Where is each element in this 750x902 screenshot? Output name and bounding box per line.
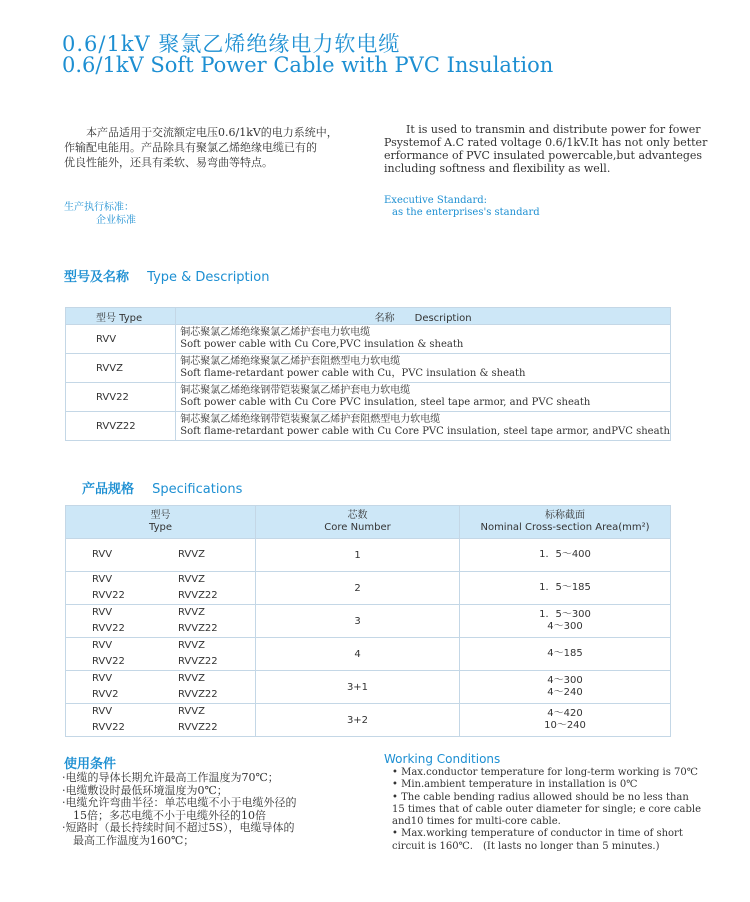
working-cn-line: ·短路时（最长持续时间不超过5S），电缆导体的 (62, 821, 295, 834)
standard-cn-value: 企业标准 (96, 215, 136, 226)
spec-model: RVVZ (178, 640, 205, 651)
type-desc-cn: 铜芯聚氯乙烯绝缘钢带铠装聚氯乙烯护套电力软电缆 (180, 385, 411, 396)
spec-model: RVV (92, 574, 113, 585)
working-cn-line: ·电缆允许弯曲半径：单芯电缆不小于电缆外径的 (62, 796, 297, 809)
spec-table (65, 505, 671, 737)
table-row (66, 325, 671, 354)
table-row (66, 539, 671, 572)
working-cn-line: ·电缆的导体长期允许最高工作温度为70℃； (62, 771, 279, 784)
spec-col-area (460, 506, 671, 539)
type-model: RVV (66, 325, 176, 354)
spec-area-cell (460, 605, 671, 638)
spec-col-type (66, 506, 256, 539)
spec-model-line (66, 654, 255, 670)
spec-area: 1．5～400 (539, 549, 591, 560)
spec-type-cell (66, 572, 256, 605)
spec-model-line (66, 547, 255, 563)
type-desc (176, 325, 671, 354)
spec-model: RVV (92, 640, 113, 651)
spec-area: 4～300 (547, 675, 583, 686)
spec-model: RVVZ (178, 549, 205, 560)
spec-model: RVV (92, 607, 113, 618)
table-row (66, 704, 671, 737)
spec-model: RVVZ (178, 706, 205, 717)
spec-area: 1．5～185 (539, 582, 591, 593)
intro-cn (64, 125, 364, 170)
spec-model-line (66, 720, 255, 736)
type-table-header (66, 308, 671, 325)
type-heading-en: Type & Description (147, 270, 270, 285)
intro-en-line: Psystemof A.C rated voltage 0.6/1kV.It has not only better (384, 136, 708, 149)
spec-model-line (66, 621, 255, 637)
type-desc (176, 354, 671, 383)
spec-core-cell: 1 (256, 539, 460, 572)
type-model: RVVZ (66, 354, 176, 383)
spec-col-area-en: Nominal Cross-section Area(mm²) (480, 522, 650, 533)
spec-section-heading (82, 478, 242, 497)
type-desc-cn: 铜芯聚氯乙烯绝缘聚氯乙烯护套电力软电缆 (180, 327, 371, 338)
working-cn-line: 15倍；多芯电缆不小于电缆外径的10倍 (62, 808, 266, 822)
spec-model: RVVZ22 (178, 590, 218, 601)
type-desc-cn: 铜芯聚氯乙烯绝缘钢带铠装聚氯乙烯护套阻燃型电力软电缆 (180, 414, 441, 425)
spec-model: RVVZ22 (178, 722, 218, 733)
page-title-cn: 0.6/1kV 聚氯乙烯绝缘电力软电缆 (62, 32, 401, 56)
working-cn (62, 772, 362, 847)
spec-core-cell: 3+1 (256, 671, 460, 704)
spec-type-cell (66, 671, 256, 704)
spec-core-cell: 2 (256, 572, 460, 605)
spec-model-line (66, 687, 255, 703)
type-model: RVV22 (66, 383, 176, 412)
type-desc-en: Soft flame-retardant power cable with Cu，PVC insulation & sheath (180, 368, 526, 379)
spec-model-line (66, 671, 255, 687)
intro-en-line: erformance of PVC insulated powercable,but advanteges (384, 149, 703, 162)
intro-cn-line: 本产品适用于交流额定电压0.6/1kV的电力系统中， (64, 126, 338, 139)
spec-col-core-en: Core Number (324, 522, 391, 533)
spec-model: RVV22 (92, 656, 125, 667)
spec-core-cell: 4 (256, 638, 460, 671)
intro-en-line: including softness and flexibility as well. (384, 162, 611, 175)
standard-en-label: Executive Standard: (384, 195, 488, 206)
type-desc (176, 412, 671, 441)
spec-model: RVV (92, 706, 113, 717)
table-row (66, 354, 671, 383)
table-row (66, 412, 671, 441)
spec-type-cell (66, 605, 256, 638)
intro-cn-line: 作输配电能用。产品除具有聚氯乙烯绝缘电缆已有的 (64, 141, 317, 154)
spec-col-type-en: Type (149, 522, 172, 533)
spec-heading-en: Specifications (152, 482, 243, 497)
spec-type-cell (66, 704, 256, 737)
type-desc-en: Soft flame-retardant power cable with Cu Core PVC insulation, steel tape armor, andPVC sheath (180, 426, 670, 437)
spec-model: RVVZ22 (178, 689, 218, 700)
spec-table-header (66, 506, 671, 539)
type-desc (176, 383, 671, 412)
spec-model: RVV (92, 549, 113, 560)
working-en-line: • The cable bending radius allowed should be no less than (392, 791, 689, 803)
type-section-heading (64, 266, 269, 285)
spec-area-cell (460, 572, 671, 605)
spec-area-cell (460, 671, 671, 704)
standard-cn-label: 生产执行标准： (64, 202, 134, 213)
spec-type-cell (66, 539, 256, 572)
table-row (66, 605, 671, 638)
working-en-line: • Min.ambient temperature in installation is 0℃ (392, 779, 638, 791)
working-en-line: 15 times that of cable outer diameter for single; e core cable (392, 803, 702, 815)
page-title-en: 0.6/1kV Soft Power Cable with PVC Insulation (62, 53, 554, 77)
working-en (392, 767, 702, 853)
spec-model-line (66, 704, 255, 720)
spec-heading-cn: 产品规格 (82, 482, 135, 497)
spec-type-cell (66, 638, 256, 671)
type-model: RVVZ22 (66, 412, 176, 441)
working-cn-line: 最高工作温度为160℃； (62, 833, 195, 847)
spec-col-type-cn: 型号 (150, 510, 171, 521)
type-table (65, 307, 671, 441)
spec-model: RVV (92, 673, 113, 684)
spec-model: RVVZ22 (178, 656, 218, 667)
spec-core-cell: 3+2 (256, 704, 460, 737)
type-heading-cn: 型号及名称 (64, 270, 130, 285)
table-row (66, 638, 671, 671)
intro-en (384, 123, 708, 175)
intro-cn-line: 优良性能外，还具有柔软、易弯曲等特点。 (64, 156, 273, 169)
working-en-line: • Max.conductor temperature for long-term working is 70℃ (392, 767, 698, 778)
spec-model-line (66, 572, 255, 588)
spec-area: 4～300 (547, 621, 583, 632)
table-row (66, 383, 671, 412)
spec-area-cell (460, 638, 671, 671)
spec-model-line (66, 605, 255, 621)
spec-area-cell (460, 539, 671, 572)
standard-en-value: as the enterprises's standard (392, 207, 540, 218)
spec-model-line (66, 588, 255, 604)
table-row (66, 671, 671, 704)
spec-col-area-cn: 标称截面 (545, 510, 585, 521)
spec-model: RVVZ (178, 673, 205, 684)
type-desc-en: Soft power cable with Cu Core,PVC insulation & sheath (180, 339, 464, 350)
working-en-line: • Max.working temperature of conductor in time of short (392, 828, 683, 840)
spec-area-cell (460, 704, 671, 737)
spec-model: RVV22 (92, 590, 125, 601)
type-desc-en: Soft power cable with Cu Core PVC insulation, steel tape armor, and PVC sheath (180, 397, 591, 408)
type-col-model: 型号 Type (66, 308, 176, 325)
spec-model: RVVZ22 (178, 623, 218, 634)
working-cn-title: 使用条件 (64, 757, 117, 772)
spec-model: RVV2 (92, 689, 119, 700)
working-en-title: Working Conditions (384, 752, 501, 766)
spec-model-line (66, 638, 255, 654)
intro-en-line: It is used to transmin and distribute power for fower (384, 123, 701, 136)
table-row (66, 572, 671, 605)
spec-model: RVV22 (92, 623, 125, 634)
spec-area: 4～420 (547, 708, 583, 719)
spec-model: RVV22 (92, 722, 125, 733)
spec-model: RVVZ (178, 574, 205, 585)
spec-col-core (256, 506, 460, 539)
spec-core-cell: 3 (256, 605, 460, 638)
working-cn-line: ·电缆敷设时最低环境温度为0℃； (62, 783, 228, 797)
spec-area: 10～240 (544, 720, 586, 731)
working-en-line: and10 times for multi-core cable. (392, 816, 561, 828)
spec-model: RVVZ (178, 607, 205, 618)
spec-col-core-cn: 芯数 (347, 510, 368, 521)
spec-area: 4～185 (547, 648, 583, 659)
type-col-desc: 名称 Description (176, 308, 671, 325)
spec-area: 4～240 (547, 687, 583, 698)
type-desc-cn: 铜芯聚氯乙烯绝缘聚氯乙烯护套阻燃型电力软电缆 (180, 356, 401, 367)
spec-area: 1．5～300 (539, 609, 591, 620)
working-en-line: circuit is 160℃. (It lasts no longer than 5 minutes.) (392, 840, 660, 852)
